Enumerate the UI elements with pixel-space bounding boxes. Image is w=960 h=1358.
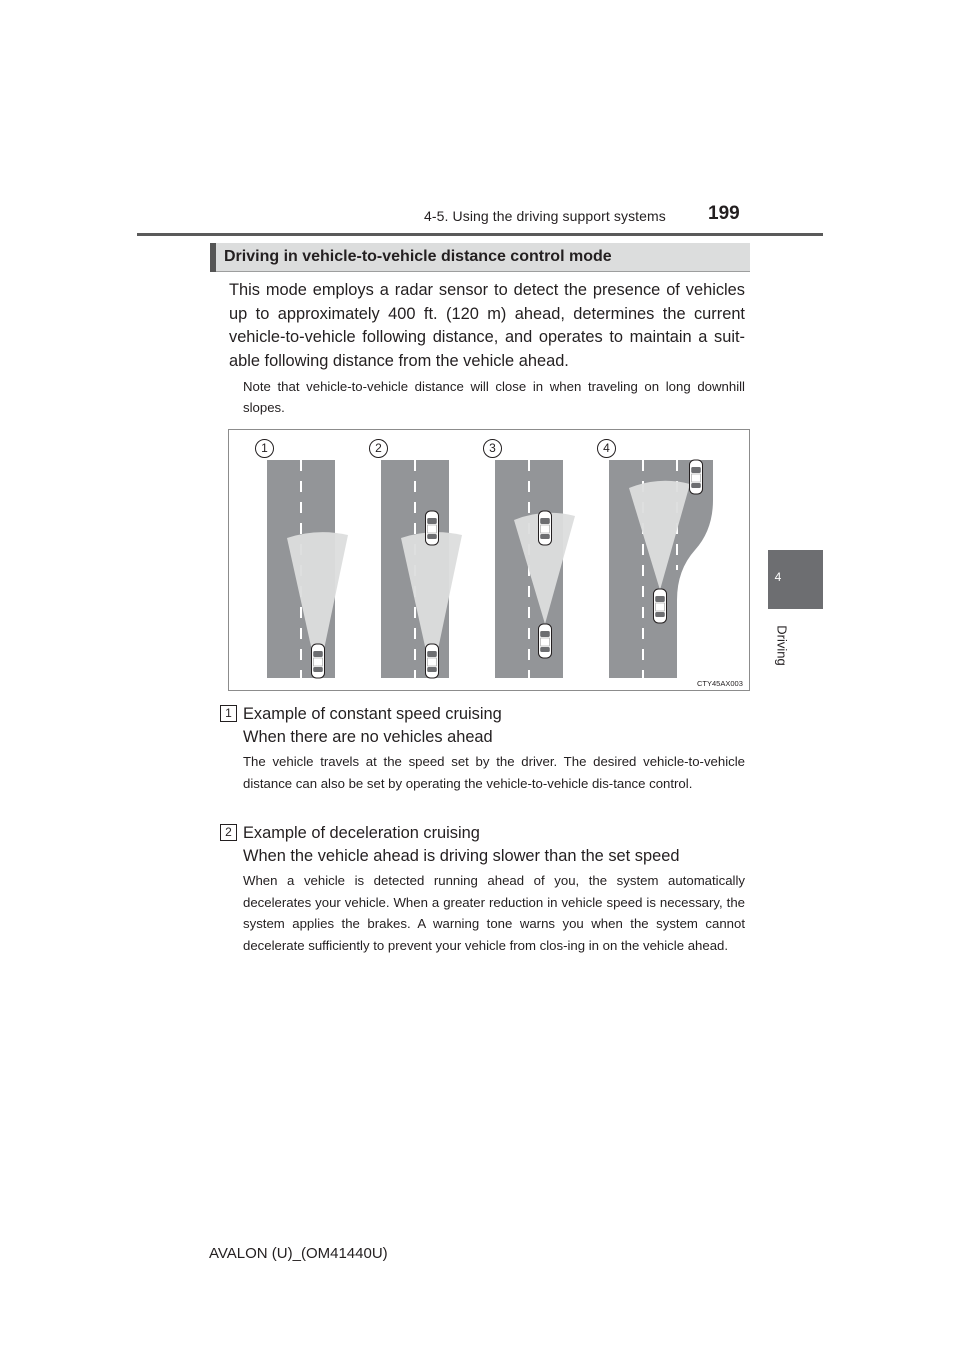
- figure-marker-3: 3: [483, 439, 502, 458]
- lead-paragraph: This mode employs a radar sensor to detect the presence of vehicles up to approximately 400 ft. (120 m) ahead, determines the current vehicle-to-vehicle following distance, and operates to maintain a suit-able following distance from the vehicle ahead.: [229, 281, 745, 370]
- item-2-heading: Example of deceleration cruising: [243, 824, 480, 842]
- road-illustration: [229, 430, 749, 690]
- item-1-heading: Example of constant speed cruising: [243, 705, 502, 723]
- page-footer: AVALON (U)_(OM41440U): [209, 1245, 388, 1262]
- road-4: [609, 460, 713, 678]
- page-number: 199: [708, 203, 740, 224]
- item-1-number: 1: [220, 705, 237, 722]
- item-1-subheading: When there are no vehicles ahead: [243, 728, 493, 746]
- figure-marker-4: 4: [597, 439, 616, 458]
- running-header: 4-5. Using the driving support systems: [424, 208, 666, 224]
- item-2-body: When a vehicle is detected running ahead of you, the system automatically decelerates your vehicle. When a greater reduction in vehicle speed is necessary, the system applies the brakes. A warning tone warns you when the system cannot decelerate sufficiently to prevent your vehicle from clos-ing in on the vehicle ahead.: [243, 873, 745, 953]
- road-3: [495, 460, 575, 678]
- header-rule: [137, 233, 823, 236]
- road-2: [381, 460, 462, 678]
- note-paragraph: Note that vehicle-to-vehicle distance will close in when traveling on long downhill slopes.: [243, 379, 745, 415]
- item-2-subheading: When the vehicle ahead is driving slower than the set speed: [243, 847, 680, 865]
- section-title: Driving in vehicle-to-vehicle distance control mode: [224, 248, 612, 265]
- item-2-number: 2: [220, 824, 237, 841]
- chapter-label-text: Driving: [774, 625, 790, 666]
- section-title-marker: [210, 243, 216, 272]
- radar-cruise-figure: [228, 429, 750, 691]
- figure-marker-1: 1: [255, 439, 274, 458]
- chapter-label: [752, 618, 812, 678]
- figure-code: CTY45AX003: [697, 679, 743, 688]
- item-1-body: The vehicle travels at the speed set by the driver. The desired vehicle-to-vehicle distance can also be set by operating the vehicle-to-vehicle dis-tance control.: [243, 754, 745, 791]
- figure-marker-2: 2: [369, 439, 388, 458]
- road-1: [267, 460, 348, 678]
- chapter-number: 4: [774, 570, 782, 584]
